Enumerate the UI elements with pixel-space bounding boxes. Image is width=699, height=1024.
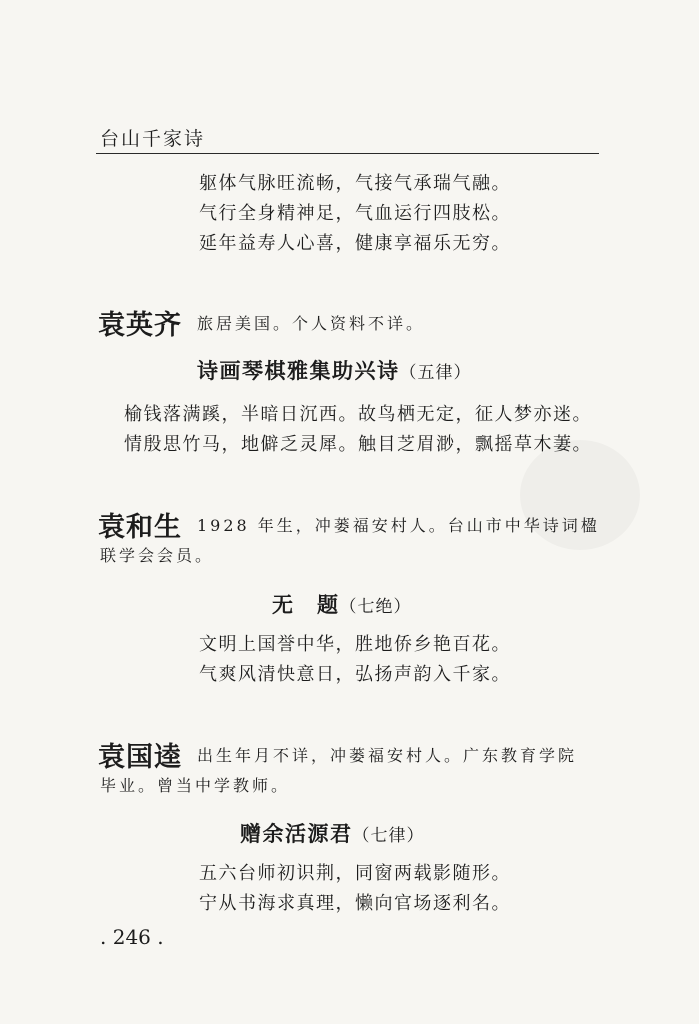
poem-title-text: 诗画琴棋雅集助兴诗 (197, 359, 400, 383)
verse-line: 情殷思竹马，地僻乏灵犀。触目芝眉渺，飘摇草木萋。 (124, 434, 592, 455)
author-name: 袁英齐 (98, 310, 182, 341)
author-bio-continued: 毕业。曾当中学教师。 (100, 776, 291, 795)
verse-line: 躯体气脉旺流畅，气接气承瑞气融。 (199, 173, 511, 194)
verse-line: 榆钱落满蹊，半暗日沉西。故鸟栖无定，征人梦亦迷。 (124, 404, 592, 425)
author-name: 袁国逵 (98, 742, 182, 773)
running-header: 台山千家诗 (100, 128, 206, 150)
author-bio-continued: 联学会会员。 (100, 546, 215, 565)
verse-line: 五六台师初识荆，同窗两载影随形。 (199, 863, 511, 884)
author-bio: 1928 年生，冲蒌福安村人。台山市中华诗词楹 (197, 516, 600, 535)
author-bio: 出生年月不详，冲蒌福安村人。广东教育学院 (197, 746, 578, 765)
poem-title (272, 589, 412, 619)
poem-form: （七绝） (339, 597, 412, 617)
poem-title (197, 355, 472, 385)
header-rule (96, 153, 599, 154)
poem-title-text: 赠余活源君 (240, 822, 353, 846)
page-number: . 246 . (100, 925, 164, 949)
poem-form: （七律） (352, 826, 425, 846)
author-bio: 旅居美国。个人资料不详。 (197, 314, 426, 333)
verse-line: 延年益寿人心喜，健康享福乐无穷。 (199, 233, 511, 254)
verse-line: 宁从书海求真理，懒向官场逐利名。 (199, 893, 511, 914)
verse-line: 气爽风清快意日，弘扬声韵入千家。 (199, 664, 511, 685)
verse-line: 文明上国誉中华，胜地侨乡艳百花。 (199, 634, 511, 655)
author-name: 袁和生 (98, 512, 182, 543)
poem-title (240, 818, 425, 848)
poem-title-text: 无 题 (272, 593, 340, 617)
verse-line: 气行全身精神足，气血运行四肢松。 (199, 203, 511, 224)
poem-form: （五律） (399, 363, 472, 383)
